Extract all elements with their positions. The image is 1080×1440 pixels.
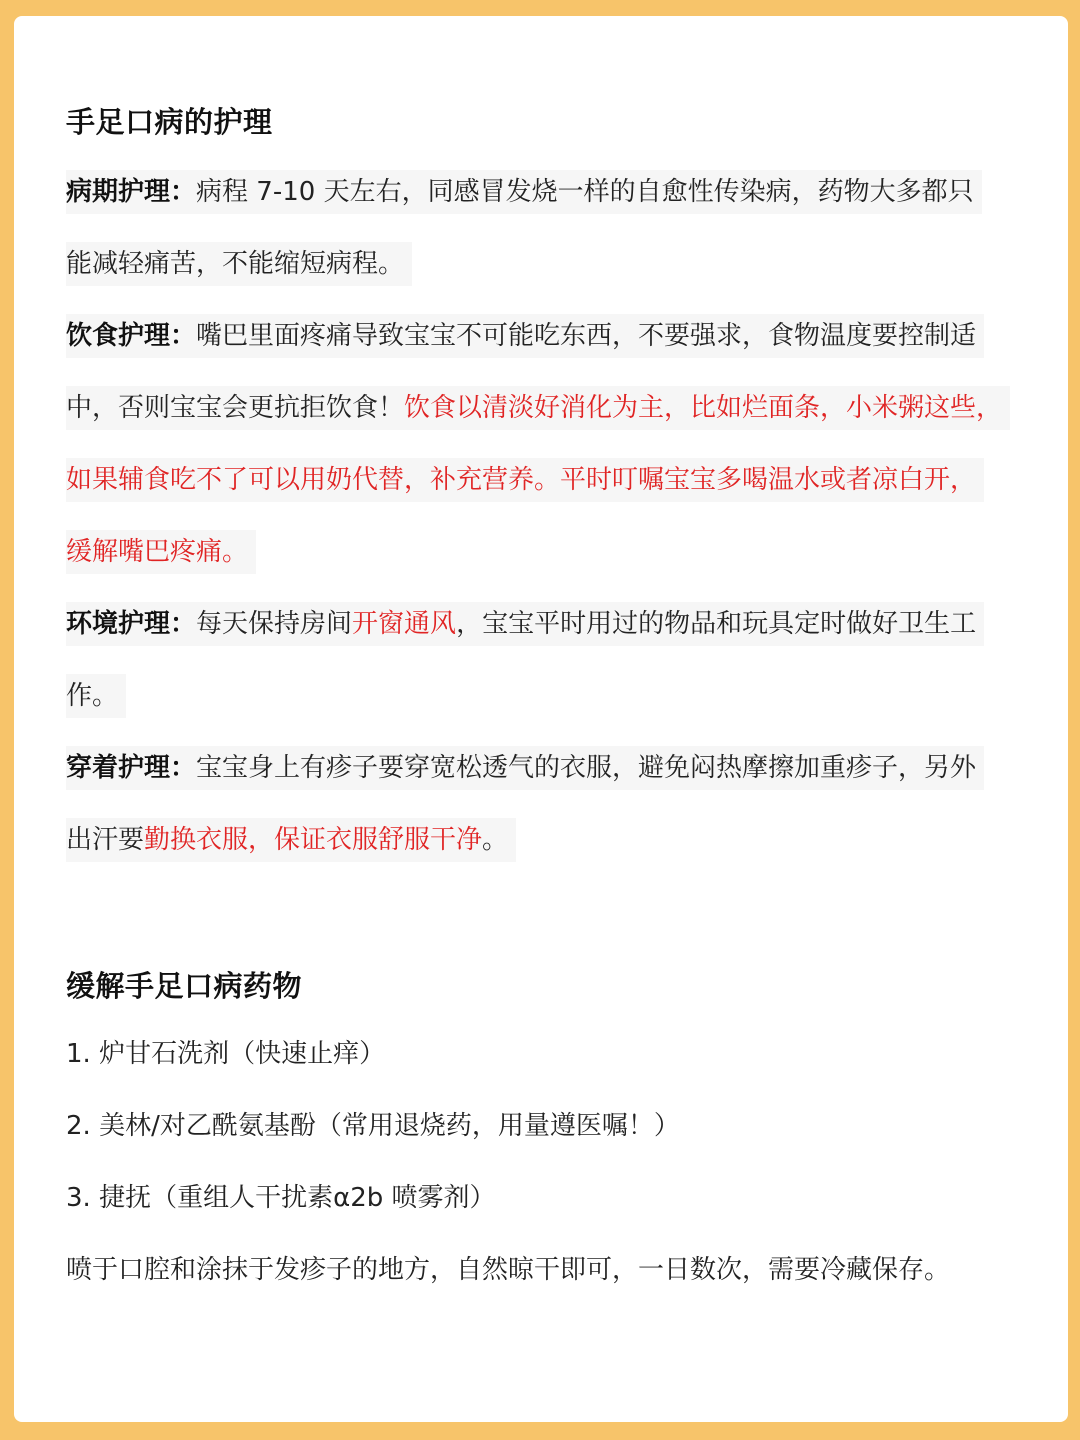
medicine-item-3: 3. 捷抚（重组人干扰素α2b 喷雾剂） [66,1183,496,1213]
environment-care-text-pre: 每天保持房间 [196,609,353,639]
clothing-care-highlight: 勤换衣服，保证衣服舒服干净 [144,825,483,855]
diet-care-highlight-2: 如果辅食吃不了可以用奶代替，补充营养。平时叮嘱宝宝多喝温水或者凉白开， [66,465,977,495]
label-colon: ： [170,753,197,783]
diet-care-highlight-1: 饮食以清淡好消化为主，比如烂面条，小米粥这些， [404,393,1003,423]
diet-care-text-1: 嘴巴里面疼痛导致宝宝不可能吃东西，不要强求，食物温度要控制适 [196,321,977,351]
clothing-care-text-1: 宝宝身上有疹子要穿宽松透气的衣服，避免闷热摩擦加重疹子，另外 [196,753,977,783]
paragraph-clothing-care-line-1 [66,746,984,790]
paragraph-diet-care-line-2 [66,386,1010,430]
illness-care-text-1: 病程 7-10 天左右，同感冒发烧一样的自愈性传染病，药物大多都只 [196,177,974,207]
paragraph-environment-care-line-1 [66,602,984,646]
environment-care-text-post: ，宝宝平时用过的物品和玩具定时做好卫生工 [456,609,977,639]
paragraph-diet-care-line-4 [66,530,256,574]
environment-care-highlight: 开窗通风 [352,609,457,639]
section-title-care: 手足口病的护理 [66,105,273,139]
diet-care-highlight-3: 缓解嘴巴疼痛。 [66,537,249,567]
label-clothing-care: 穿着护理 [66,753,171,783]
clothing-care-text-post: 。 [482,825,509,855]
label-colon: ： [170,609,197,639]
paragraph-illness-care-line-1 [66,170,982,214]
paragraph-diet-care-line-3 [66,458,984,502]
paragraph-clothing-care-line-2 [66,818,516,862]
medicine-usage-note: 喷于口腔和涂抹于发疹子的地方，自然晾干即可，一日数次，需要冷藏保存。 [66,1255,951,1285]
paragraph-diet-care-line-1 [66,314,984,358]
diet-care-text-2: 中，否则宝宝会更抗拒饮食！ [66,393,405,423]
label-diet-care: 饮食护理 [66,321,171,351]
medicine-item-1: 1. 炉甘石洗剂（快速止痒） [66,1039,386,1069]
section-title-medicine: 缓解手足口病药物 [66,969,303,1003]
medicine-item-2: 2. 美林/对乙酰氨基酚（常用退烧药，用量遵医嘱！） [66,1111,680,1141]
illness-care-text-2: 能减轻痛苦，不能缩短病程。 [66,249,405,279]
label-environment-care: 环境护理 [66,609,171,639]
paragraph-illness-care-line-2 [66,242,412,286]
clothing-care-text-pre: 出汗要 [66,825,145,855]
environment-care-text-2: 作。 [66,681,119,711]
paragraph-environment-care-line-2 [66,674,126,718]
label-colon: ： [170,321,197,351]
label-illness-care: 病期护理 [66,177,171,207]
page-card [14,16,1068,1422]
label-colon: ： [170,177,197,207]
